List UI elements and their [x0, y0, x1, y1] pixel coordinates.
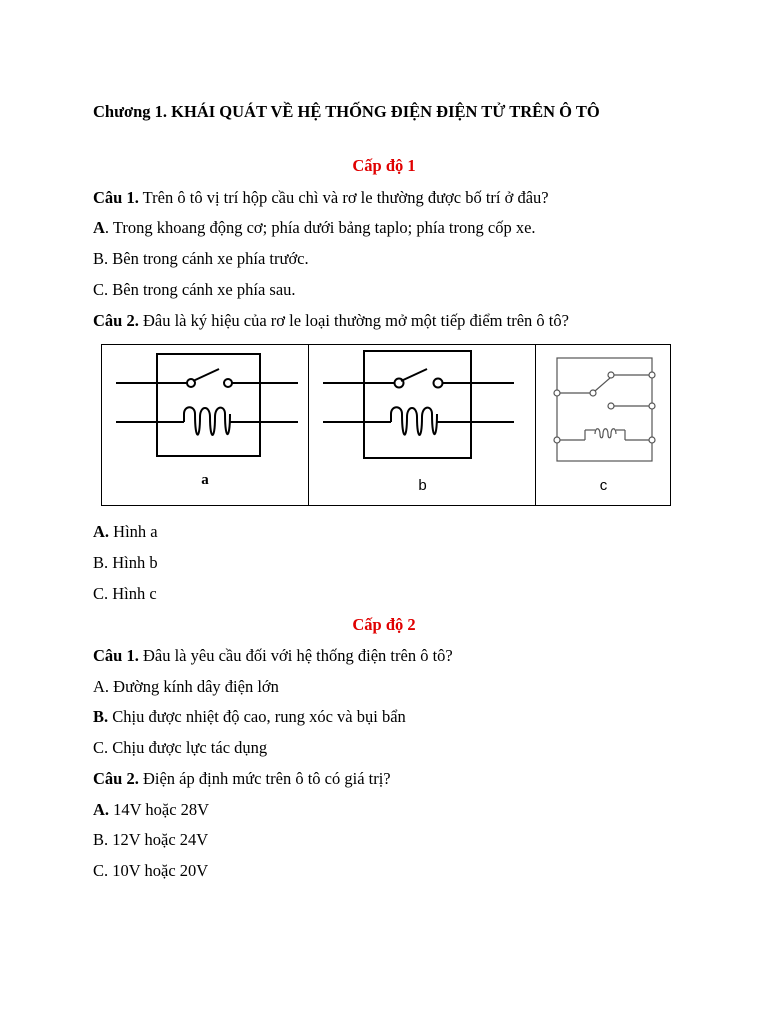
- question-number: Câu 2.: [93, 769, 139, 788]
- l2-q1-option-b: [93, 707, 406, 727]
- l2-q1-option-a: A. Đường kính dây điện lớn: [93, 677, 279, 696]
- question-text: Đâu là yêu cầu đối với hệ thống điện trên ô tô?: [138, 646, 453, 665]
- figure-cell-c: [537, 345, 670, 505]
- l1-q2-option-b: B. Hình b: [93, 553, 158, 572]
- option-letter: A.: [93, 800, 110, 819]
- question-text: Trên ô tô vị trí hộp cầu chì và rơ le thường được bố trí ở đâu?: [138, 188, 549, 207]
- l1-q2-option-a: [93, 522, 158, 542]
- l2-q1-question: [93, 646, 453, 666]
- l1-q1-option-b: B. Bên trong cánh xe phía trước.: [93, 249, 309, 268]
- question-text: Đâu là ký hiệu của rơ le loại thường mở một tiếp điểm trên ô tô?: [138, 311, 569, 330]
- option-letter: A: [93, 218, 105, 237]
- l2-q2-option-b: B. 12V hoặc 24V: [93, 830, 209, 849]
- question-number: Câu 1.: [93, 188, 139, 207]
- l2-q2-question: [93, 769, 391, 789]
- option-letter: B.: [93, 707, 109, 726]
- l1-q2-option-c: C. Hình c: [93, 584, 157, 603]
- option-text: 14V hoặc 28V: [109, 800, 210, 819]
- question-number: Câu 1.: [93, 646, 139, 665]
- l2-q1-option-c: C. Chịu được lực tác dụng: [93, 738, 268, 757]
- level-1-heading: Cấp độ 1: [352, 156, 416, 175]
- l1-q2-question: [93, 311, 569, 331]
- level-2-heading: Cấp độ 2: [352, 615, 416, 634]
- figure-label-a: a: [201, 472, 209, 488]
- l2-q2-option-c: C. 10V hoặc 20V: [93, 861, 209, 880]
- l2-q2-option-a: [93, 800, 209, 820]
- question-text: Điện áp định mức trên ô tô có giá trị?: [138, 769, 391, 788]
- chapter-title: Chương 1. KHÁI QUÁT VỀ HỆ THỐNG ĐIỆN ĐIỆN TỬ TRÊN Ô TÔ: [93, 102, 600, 121]
- option-text: . Trong khoang động cơ; phía dưới bảng taplo; phía trong cốp xe.: [104, 218, 536, 237]
- relay-symbols-figure: [101, 344, 671, 506]
- l1-q1-option-c: C. Bên trong cánh xe phía sau.: [93, 280, 296, 299]
- figure-cell-a: [102, 345, 308, 505]
- question-number: Câu 2.: [93, 311, 139, 330]
- option-text: Chịu được nhiệt độ cao, rung xóc và bụi bẩn: [108, 707, 406, 726]
- l1-q1-option-a: [93, 218, 536, 238]
- l1-q1-question: [93, 188, 549, 208]
- option-text: Hình a: [109, 522, 158, 541]
- figure-label-b: b: [418, 477, 427, 494]
- figure-cell-b: [309, 345, 536, 505]
- option-letter: A.: [93, 522, 110, 541]
- figure-label-c: c: [599, 477, 608, 494]
